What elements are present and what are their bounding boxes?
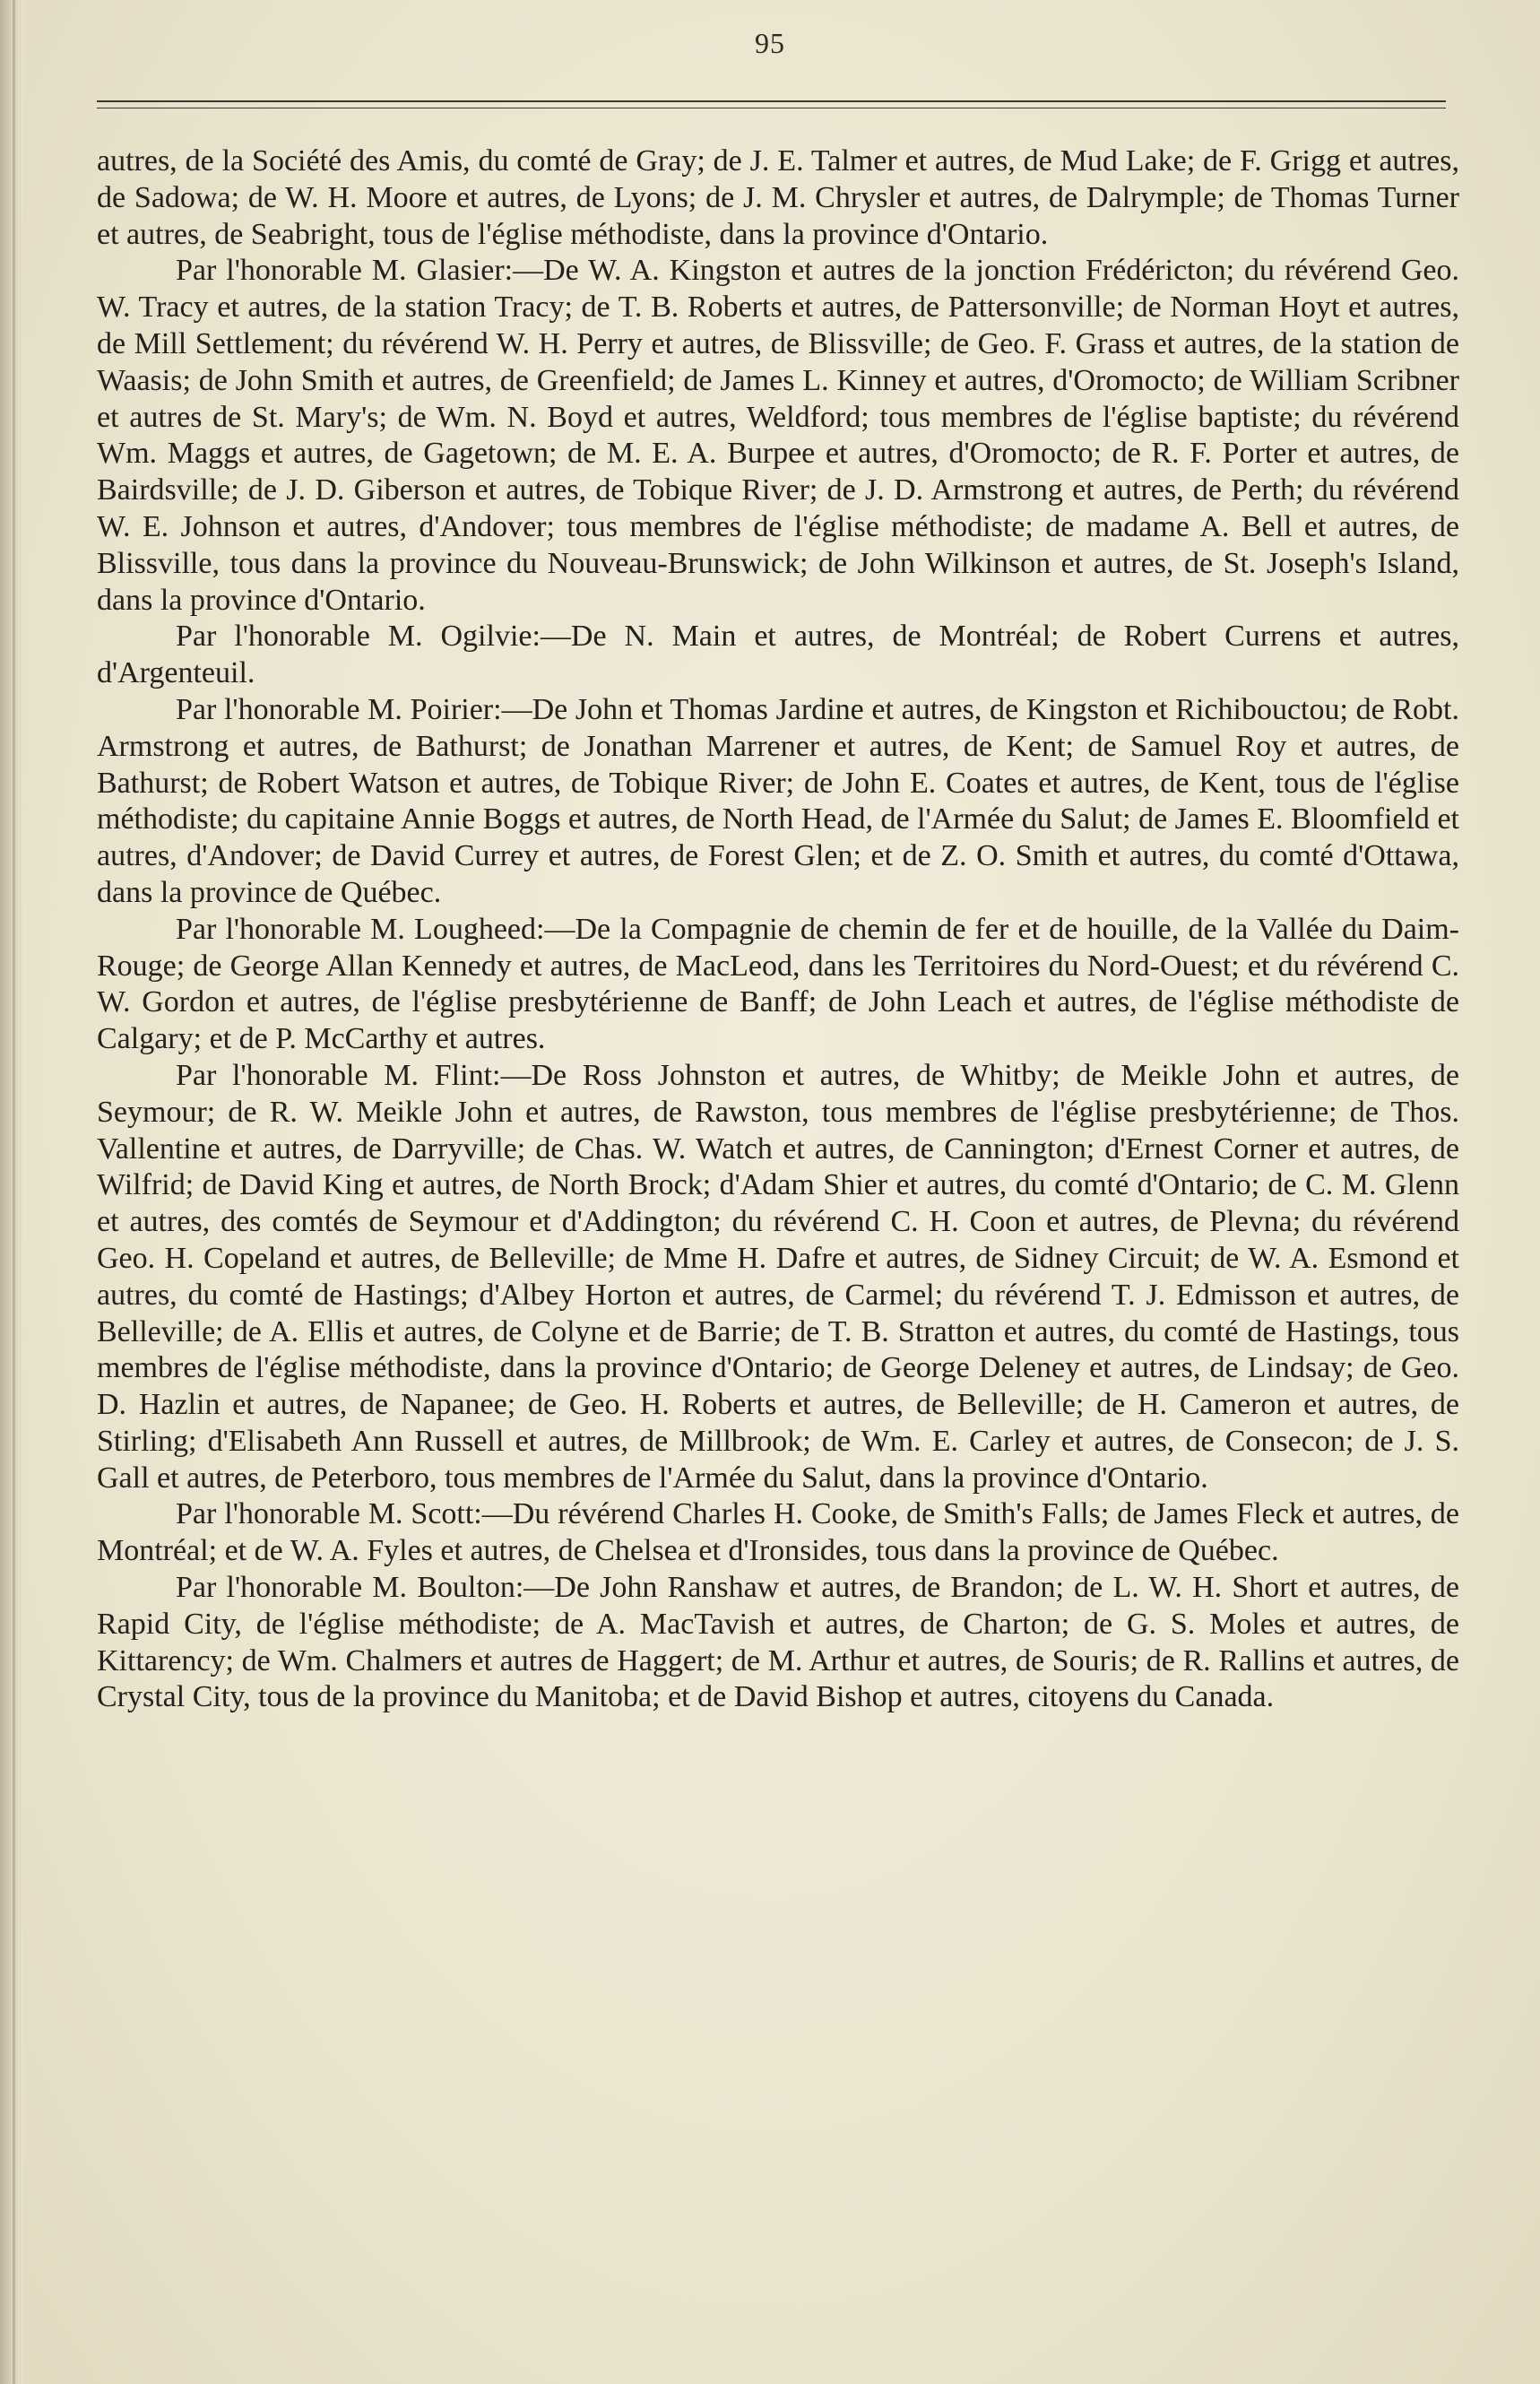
paragraph-ogilvie: Par l'honorable M. Ogilvie:—De N. Main et autres, de Montréal; de Robert Currens et autres, d'Argenteuil.	[97, 620, 1459, 690]
paragraph-boulton: Par l'honorable M. Boulton:—De John Ranshaw et autres, de Brandon; de L. W. H. Short et autres, de Rapid City, de l'église méthodiste; de A. MacTavish et autres, de Charton; de G. S. Moles et autres, de Kittarency; de Wm. Chalmers et autres de Haggert; de M. Arthur et autres, de Souris; de R. Rallins et autres, de Crystal City, tous de la province du Manitoba; et de David Bishop et autres, citoyens du Canada.	[97, 1571, 1459, 1714]
binding-edge	[0, 0, 23, 2384]
binding-line	[13, 0, 15, 2384]
paragraph-flint: Par l'honorable M. Flint:—De Ross Johnston et autres, de Whitby; de Meikle John et autres, de Seymour; de R. W. Meikle John et autres, de Rawston, tous membres de l'église presbytérienne; de Thos. Vallentine et autres, de Darryville; de Chas. W. Watch et autres, de Cannington; d'Ernest Corner et autres, de Wilfrid; de David King et autres, de North Brock; d'Adam Shier et autres, du comté d'Ontario; de C. M. Glenn et autres, des comtés de Seymour et d'Addington; du révérend C. H. Coon et autres, de Plevna; du révérend Geo. H. Copeland et autres, de Belleville; de Mme H. Dafre et autres, de Sidney Circuit; de W. A. Esmond et autres, du comté de Hastings; d'Albey Horton et autres, de Carmel; du révérend T. J. Edmisson et autres, de Belleville; de A. Ellis et autres, de Colyne et de Barrie; de T. B. Stratton et autres, du comté de Hastings, tous membres de l'église méthodiste, dans la province d'Ontario; de George Deleney et autres, de Lindsay; de Geo. D. Hazlin et autres, de Napanee; de Geo. H. Roberts et autres, de Belleville; de H. Cameron et autres, de Stirling; d'Elisabeth Ann Russell et autres, de Millbrook; de Wm. E. Carley et autres, de Consecon; de J. S. Gall et autres, de Peterboro, tous membres de l'Armée du Salut, dans la province d'Ontario.	[97, 1058, 1459, 1495]
paragraph-continuation: autres, de la Société des Amis, du comté de Gray; de J. E. Talmer et autres, de Mud Lake; de F. Grigg et autres, de Sadowa; de W. H. Moore et autres, de Lyons; de J. M. Chrysler et autres, de Dalrymple; de Thomas Turner et autres, de Seabright, tous de l'église méthodiste, dans la province d'Ontario.	[97, 144, 1459, 251]
paragraph-poirier: Par l'honorable M. Poirier:—De John et Thomas Jardine et autres, de Kingston et Richibouctou; de Robt. Armstrong et autres, de Bathurst; de Jonathan Marrener et autres, de Kent; de Samuel Roy et autres, de Bathurst; de Robert Watson et autres, de Tobique River; de John E. Coates et autres, de Kent, tous de l'église méthodiste; du capitaine Annie Boggs et autres, de North Head, de l'Armée du Salut; de James E. Bloomfield et autres, d'Andover; de David Currey et autres, de Forest Glen; et de Z. O. Smith et autres, du comté d'Ottawa, dans la province de Québec.	[97, 692, 1459, 909]
paragraph-glasier: Par l'honorable M. Glasier:—De W. A. Kingston et autres de la jonction Frédéricton; du révérend Geo. W. Tracy et autres, de la station Tracy; de T. B. Roberts et autres, de Pattersonville; de Norman Hoyt et autres, de Mill Settlement; du révérend W. H. Perry et autres, de Blissville; de Geo. F. Grass et autres, de la station de Waasis; de John Smith et autres, de Greenfield; de James L. Kinney et autres, d'Oromocto; de William Scribner et autres de St. Mary's; de Wm. N. Boyd et autres, Weldford; tous membres de l'église baptiste; du révérend Wm. Maggs et autres, de Gagetown; de M. E. A. Burpee et autres, d'Oromocto; de R. F. Porter et autres, de Bairdsville; de J. D. Giberson et autres, de Tobique River; de J. D. Armstrong et autres, de Perth; du révérend W. E. Johnson et autres, d'Andover; tous membres de l'église méthodiste; de madame A. Bell et autres, de Blissville, tous dans la province du Nouveau-Brunswick; de John Wilkinson et autres, de St. Joseph's Island, dans la province d'Ontario.	[97, 254, 1459, 617]
body-text	[97, 143, 1459, 1716]
header-rule	[97, 100, 1446, 102]
paragraph-lougheed: Par l'honorable M. Lougheed:—De la Compagnie de chemin de fer et de houille, de la Vallée du Daim-Rouge; de George Allan Kennedy et autres, de MacLeod, dans les Territoires du Nord-Ouest; et du révérend C. W. Gordon et autres, de l'église presbytérienne de Banff; de John Leach et autres, de l'église méthodiste de Calgary; et de P. McCarthy et autres.	[97, 912, 1459, 1056]
paragraph-scott: Par l'honorable M. Scott:—Du révérend Charles H. Cooke, de Smith's Falls; de James Fleck et autres, de Montréal; et de W. A. Fyles et autres, de Chelsea et d'Ironsides, tous dans la province de Québec.	[97, 1497, 1459, 1568]
page-number: 95	[755, 27, 785, 59]
